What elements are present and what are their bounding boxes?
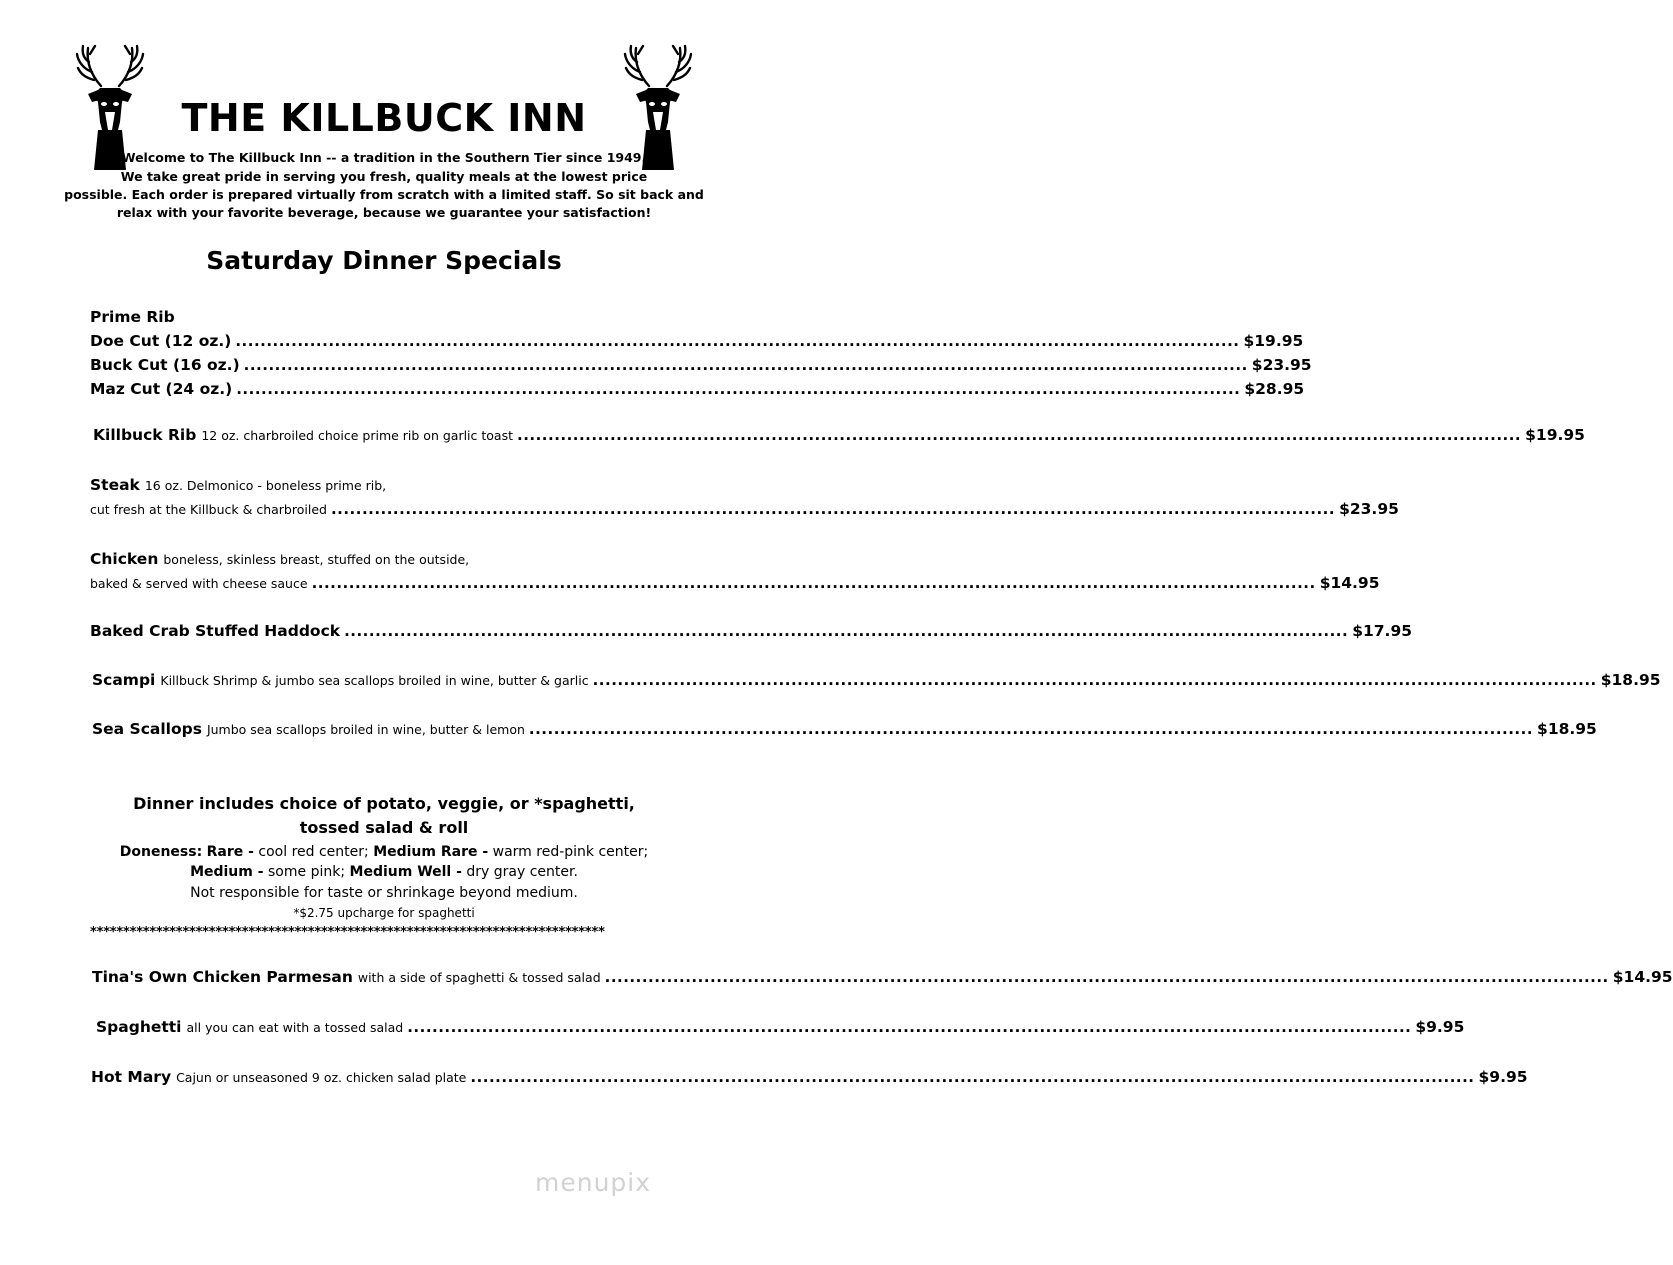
- item-price: $18.95: [1600, 671, 1661, 689]
- doneness-label: Doneness:: [119, 844, 203, 860]
- intro-line: We take great pride in serving you fresh, quality meals at the lowest price: [120, 169, 648, 184]
- item-price: $9.95: [1478, 1068, 1528, 1086]
- includes-note: Dinner includes choice of potato, veggie, or *spaghetti,: [133, 794, 635, 813]
- item-description: boneless, skinless breast, stuffed on the outside,: [163, 552, 470, 567]
- item-price: $28.95: [1244, 380, 1305, 398]
- medium-well-label: Medium Well -: [349, 864, 462, 880]
- doneness-line: [0, 844, 768, 860]
- item-price: $19.95: [1243, 332, 1304, 350]
- item-name: Baked Crab Stuffed Haddock: [90, 622, 341, 640]
- item-price: $19.95: [1525, 426, 1585, 444]
- item-description: Cajun or unseasoned 9 oz. chicken salad plate: [176, 1070, 467, 1085]
- menu-item-scampi: Scampi Killbuck Shrimp & jumbo sea scallops broiled in wine, butter & garlic .................................................................................................................................................................. $18.95: [92, 671, 1661, 689]
- medium-rare-label: Medium Rare -: [373, 844, 489, 860]
- item-name: Sea Scallops: [92, 720, 202, 738]
- menu-item-haddock: Baked Crab Stuffed Haddock .................................................................................................................................................................. $17.95: [90, 622, 1413, 640]
- menu-item-buck-cut: Buck Cut (16 oz.) .................................................................................................................................................................. $23.95: [90, 356, 1312, 374]
- divider: ******************************************************************************: [90, 925, 605, 940]
- item-name: Steak: [90, 476, 140, 494]
- item-name: Buck Cut (16 oz.): [90, 356, 240, 374]
- menu-item-steak: [90, 476, 386, 494]
- item-price: $23.95: [1339, 500, 1399, 518]
- upcharge-note: *$2.75 upcharge for spaghetti: [293, 906, 475, 920]
- item-price: $17.95: [1352, 622, 1413, 640]
- item-description: baked & served with cheese sauce: [90, 576, 308, 591]
- menu-item-chicken: [90, 550, 469, 568]
- intro-line: relax with your favorite beverage, because we guarantee your satisfaction!: [116, 205, 652, 220]
- rare-label: Rare -: [206, 844, 254, 860]
- item-name: Maz Cut (24 oz.): [90, 380, 233, 398]
- item-description: Jumbo sea scallops broiled in wine, butter & lemon: [206, 722, 525, 737]
- item-name: Scampi: [92, 671, 156, 689]
- menu-item-sea-scallops: Sea Scallops Jumbo sea scallops broiled in wine, butter & lemon .................................................................................................................................................................. $18.95: [92, 720, 1597, 738]
- disclaimer: Not responsible for taste or shrinkage beyond medium.: [190, 885, 578, 901]
- item-price: $14.95: [1612, 968, 1673, 986]
- menu-item-chicken-line2: baked & served with cheese sauce .................................................................................................................................................................. $14.95: [90, 574, 1380, 592]
- item-description: all you can eat with a tossed salad: [186, 1020, 404, 1035]
- prime-rib-heading: Prime Rib: [90, 308, 175, 326]
- item-description: with a side of spaghetti & tossed salad: [357, 970, 601, 985]
- menu-item-killbuck-rib: Killbuck Rib 12 oz. charbroiled choice prime rib on garlic toast .................................................................................................................................................................. $19.95: [93, 426, 1585, 444]
- medium-well-desc: dry gray center.: [466, 864, 578, 880]
- includes-note: tossed salad & roll: [299, 818, 469, 837]
- item-name: Chicken: [90, 550, 159, 568]
- item-price: $14.95: [1319, 574, 1380, 592]
- item-description: 16 oz. Delmonico - boneless prime rib,: [144, 478, 387, 493]
- item-description: Killbuck Shrimp & jumbo sea scallops broiled in wine, butter & garlic: [160, 673, 589, 688]
- menu-item-doe-cut: Doe Cut (12 oz.) .................................................................................................................................................................. $19.95: [90, 332, 1304, 350]
- item-name: Killbuck Rib: [93, 426, 197, 444]
- item-description: cut fresh at the Killbuck & charbroiled: [90, 502, 327, 517]
- intro-line: Welcome to The Killbuck Inn -- a tradition in the Southern Tier since 1949.: [121, 150, 647, 165]
- restaurant-title: THE KILLBUCK INN: [181, 96, 587, 140]
- item-name: Hot Mary: [91, 1068, 172, 1086]
- medium-desc: some pink;: [268, 864, 346, 880]
- menu-item-steak-line2: cut fresh at the Killbuck & charbroiled .................................................................................................................................................................. $23.95: [90, 500, 1399, 518]
- item-name: Spaghetti: [96, 1018, 182, 1036]
- medium-label: Medium -: [190, 864, 264, 880]
- intro-line: possible. Each order is prepared virtually from scratch with a limited staff. So sit back and: [64, 187, 704, 202]
- item-name: Tina's Own Chicken Parmesan: [92, 968, 353, 986]
- item-name: Doe Cut (12 oz.): [90, 332, 232, 350]
- menu-item-spaghetti: Spaghetti all you can eat with a tossed salad .................................................................................................................................................................. $9.95: [96, 1018, 1465, 1036]
- menu-item-maz-cut: Maz Cut (24 oz.) .................................................................................................................................................................. $28.95: [90, 380, 1305, 398]
- section-title: Saturday Dinner Specials: [206, 246, 562, 275]
- item-price: $23.95: [1251, 356, 1312, 374]
- medium-rare-desc: warm red-pink center;: [492, 844, 649, 860]
- rare-desc: cool red center;: [258, 844, 369, 860]
- doneness-line: [0, 864, 768, 880]
- watermark: menupix: [535, 1168, 652, 1197]
- menu-item-chicken-parmesan: Tina's Own Chicken Parmesan with a side of spaghetti & tossed salad .................................................................................................................................................................. $14.95: [92, 968, 1673, 986]
- item-price: $18.95: [1537, 720, 1597, 738]
- item-description: 12 oz. charbroiled choice prime rib on garlic toast: [201, 428, 513, 443]
- menu-item-hot-mary: Hot Mary Cajun or unseasoned 9 oz. chicken salad plate .................................................................................................................................................................. $9.95: [91, 1068, 1528, 1086]
- item-price: $9.95: [1415, 1018, 1465, 1036]
